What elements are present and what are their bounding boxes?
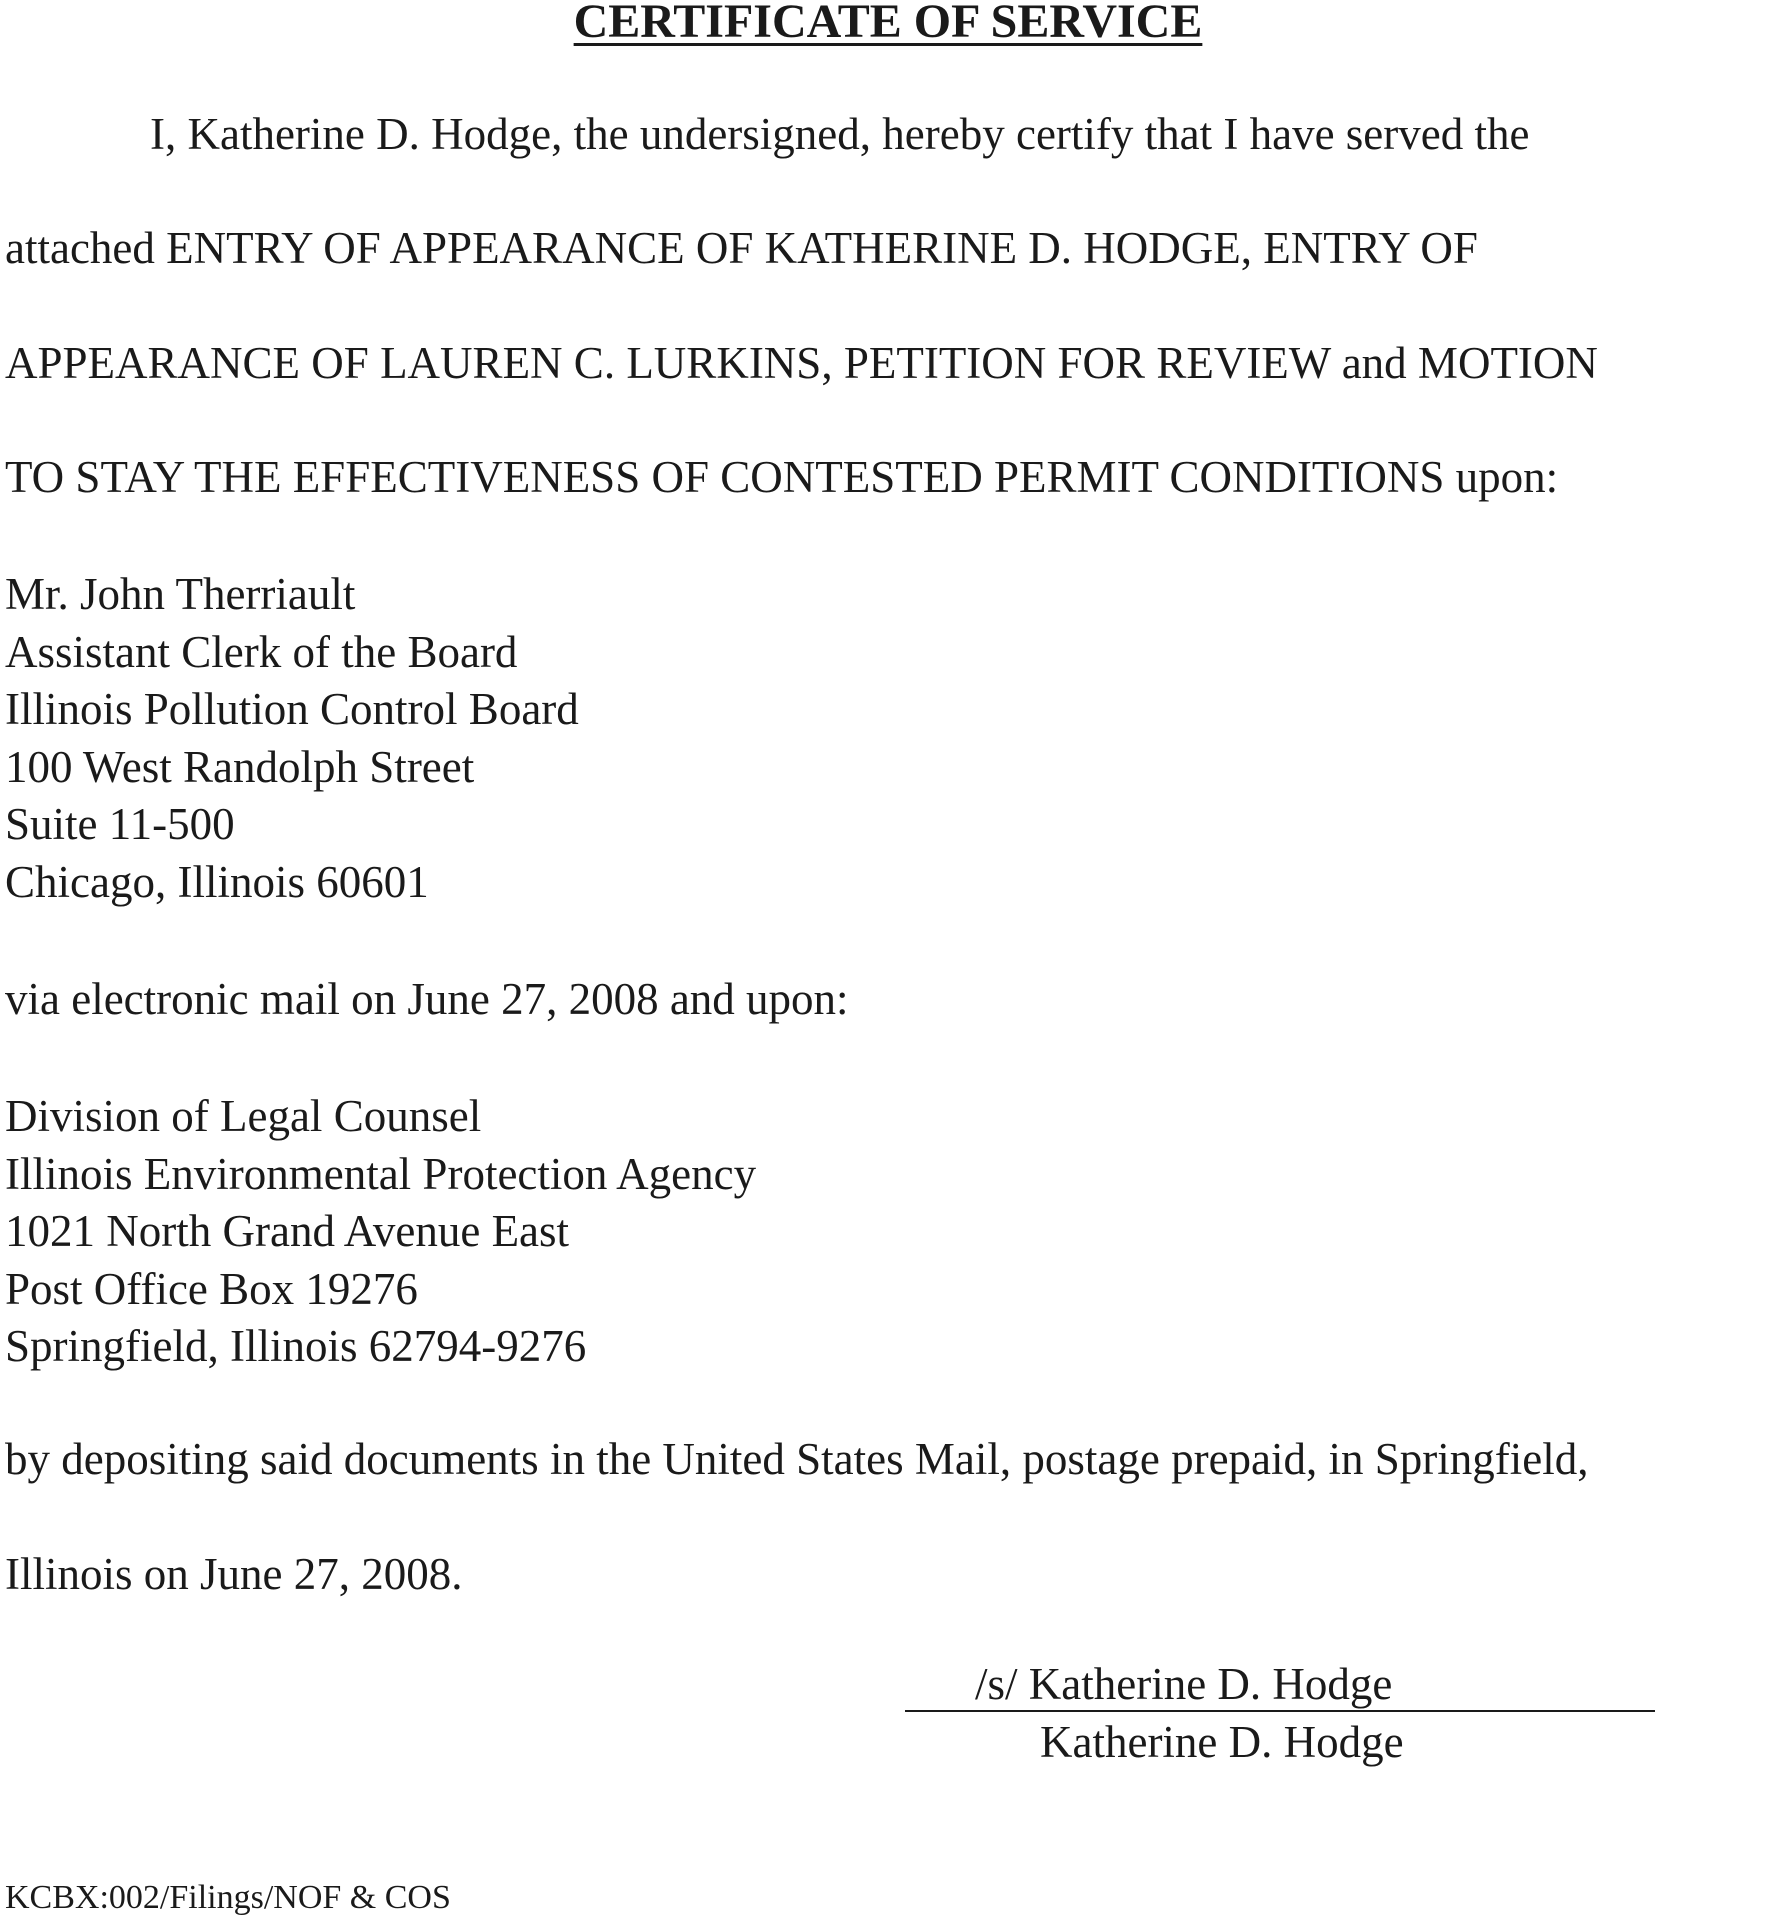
recipient1-title: Assistant Clerk of the Board: [5, 626, 518, 677]
recipient1-organization: Illinois Pollution Control Board: [5, 684, 579, 734]
via-email-line: via electronic mail on June 27, 2008 and upon:: [5, 974, 849, 1024]
recipient2-organization: Illinois Environmental Protection Agency: [5, 1148, 757, 1199]
recipient1-address: [5, 566, 579, 911]
document-footer-code: KCBX:002/Filings/NOF & COS: [5, 1879, 451, 1916]
recipient2-street: 1021 North Grand Avenue East: [5, 1206, 570, 1256]
paragraph2-line-1: by depositing said documents in the United States Mail, postage prepaid, in Springfield,: [5, 1434, 1589, 1484]
recipient2-name: Division of Legal Counsel: [5, 1091, 482, 1141]
paragraph2-line-2: Illinois on June 27, 2008.: [5, 1549, 463, 1599]
recipient2-city: Springfield, Illinois 62794-9276: [5, 1321, 587, 1371]
recipient1-suite: Suite 11-500: [5, 799, 235, 849]
paragraph1-line-3: APPEARANCE OF LAUREN C. LURKINS, PETITION FOR REVIEW and MOTION: [5, 338, 1598, 388]
recipient1-street: 100 West Randolph Street: [5, 741, 475, 792]
document-title: CERTIFICATE OF SERVICE: [573, 0, 1203, 48]
signatory-printed-name: Katherine D. Hodge: [1040, 1717, 1404, 1767]
recipient2-address: [5, 1088, 756, 1376]
paragraph1-line-2: attached ENTRY OF APPEARANCE OF KATHERINE D. HODGE, ENTRY OF: [5, 223, 1478, 273]
signature-line: /s/ Katherine D. Hodge: [905, 1658, 1655, 1712]
recipient1-name: Mr. John Therriault: [5, 569, 356, 619]
recipient1-city: Chicago, Illinois 60601: [5, 856, 429, 907]
signature-block: [905, 1658, 1655, 1770]
paragraph1-line-1: I, Katherine D. Hodge, the undersigned, hereby certify that I have served the: [150, 109, 1530, 159]
paragraph1-line-4: TO STAY THE EFFECTIVENESS OF CONTESTED PERMIT CONDITIONS upon:: [5, 452, 1559, 502]
recipient2-po-box: Post Office Box 19276: [5, 1263, 418, 1314]
